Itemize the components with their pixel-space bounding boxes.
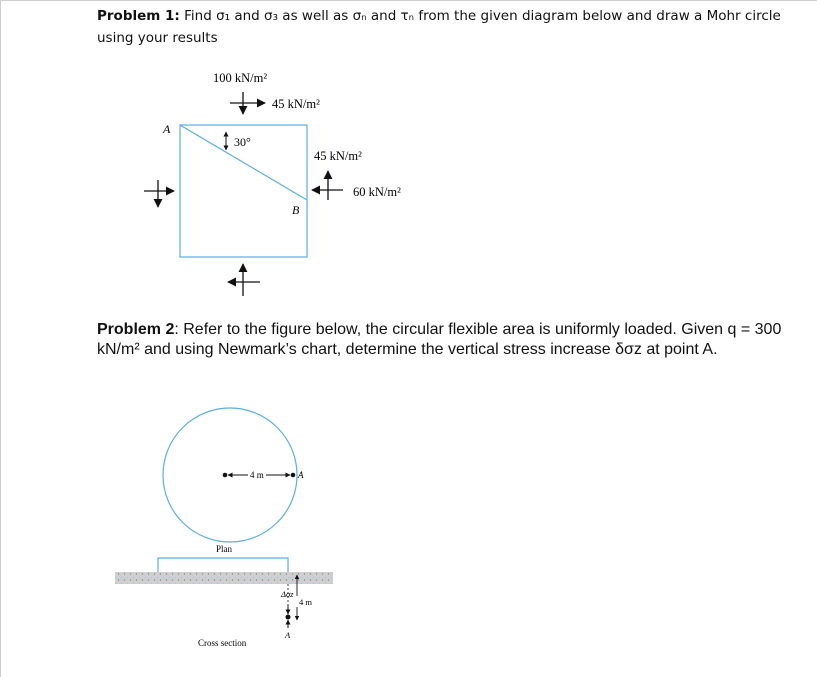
- point-a-section-dot: [286, 615, 291, 620]
- label-angle: 30°: [234, 135, 251, 149]
- figure-2-cross-section: [115, 558, 333, 648]
- label-45-right: 45 kN/m²: [314, 149, 362, 163]
- label-point-b: B: [292, 203, 300, 217]
- label-100: 100 kN/m²: [213, 71, 268, 85]
- soil-surface: [115, 572, 333, 584]
- label-point-a: A: [163, 122, 171, 136]
- figure-2-plan: [163, 408, 304, 554]
- plan-label: Plan: [216, 544, 233, 554]
- label-45-top: 45 kN/m²: [272, 97, 320, 111]
- load-outline: [158, 558, 288, 572]
- point-a-section-label: A: [285, 630, 291, 640]
- depth-label: 4 m: [299, 597, 312, 607]
- label-60: 60 kN/m²: [353, 185, 401, 199]
- problem-1-heading: Problem 1:: [97, 8, 180, 24]
- problem-1-text: Find σ₁ and σ₃ as well as σₙ and τₙ from the given diagram below and draw a Mohr circle using your results: [97, 8, 781, 46]
- figure-1-stress-element: [144, 71, 401, 296]
- problem-2-statement: [97, 320, 797, 360]
- stress-label: Δσz: [281, 589, 294, 599]
- cross-section-label: Cross section: [198, 638, 247, 648]
- radius-label: 4 m: [250, 470, 264, 480]
- problem-2-heading: Problem 2: [97, 321, 175, 338]
- point-a-plan-label: A: [298, 470, 304, 480]
- circle-center: [223, 473, 228, 478]
- point-a-plan-dot: [291, 473, 296, 478]
- problem-2-text: : Refer to the figure below, the circular flexible area is uniformly loaded. Given q = 300 kN/m² and using Newmark’s chart, determine the vertical stress increase δσz at point A.: [97, 321, 782, 358]
